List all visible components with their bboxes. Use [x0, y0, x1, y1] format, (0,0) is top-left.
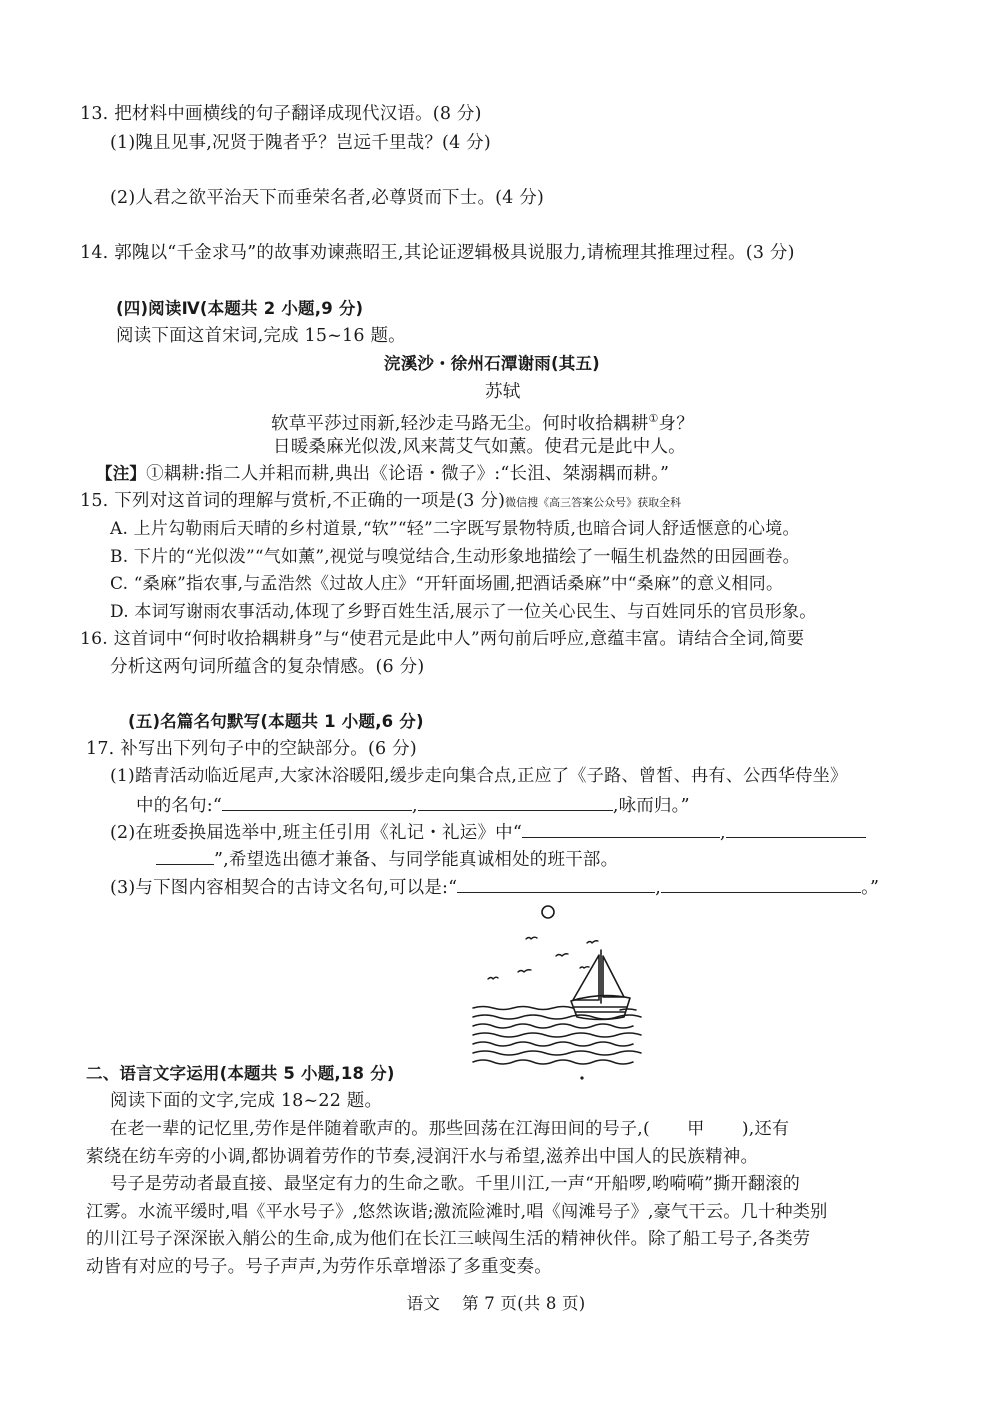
speck-dot — [580, 1076, 583, 1079]
option-b: B. 下片的“光似泼”“气如薰”,视觉与嗅觉结合,生动形象地描绘了一幅生机盎然的田园画卷。 — [110, 547, 800, 567]
sub-2-prefix: (2)在班委换届选举中,班主任引用《礼记・礼运》中“ — [110, 823, 522, 843]
sub-1-comma: , — [412, 796, 418, 816]
answer-blank-4-part-2[interactable] — [156, 846, 214, 865]
poem-author: 苏轼 — [485, 382, 521, 402]
question-15-stem — [80, 489, 681, 515]
poem-note — [96, 462, 669, 486]
footnote-marker: ① — [648, 412, 659, 425]
paragraph-2-line-3: 的川江号子深深嵌入艄公的生命,成为他们在长江三峡闯生活的精神伙伴。除了船工号子,各类劳 — [86, 1229, 811, 1249]
section-5-heading: (五)名篇名句默写(本题共 1 小题,6 分) — [128, 712, 424, 731]
paragraph-1-text-b: ),还有 — [741, 1119, 790, 1139]
answer-blank-4-part-1[interactable] — [726, 819, 866, 838]
poem-line-1 — [271, 407, 694, 436]
note-text: ①耦耕:指二人并耜而耕,典出《论语・微子》:“长沮、桀溺耦而耕。” — [146, 464, 670, 484]
blank-marker-jia: 甲 — [687, 1119, 705, 1139]
question-17-sub-2-line-1 — [110, 819, 866, 845]
note-label: 【注】 — [96, 464, 147, 483]
poem-line-2: 日暖桑麻光似泼,风来蒿艾气如薰。使君元是此中人。 — [273, 437, 686, 457]
section-4-intro: 阅读下面这首宋词,完成 15~16 题。 — [116, 326, 406, 346]
paragraph-2-line-1: 号子是劳动者最直接、最坚定有力的生命之歌。千里川江,一声“开船啰,哟嗬嗬”撕开翻滚的 — [110, 1174, 801, 1194]
part-2-heading: 二、语言文字运用(本题共 5 小题,18 分) — [86, 1064, 395, 1083]
sub-1-suffix: ,咏而归。” — [612, 796, 690, 816]
sub-3-prefix: (3)与下图内容相契合的古诗文名句,可以是:“ — [110, 878, 458, 898]
section-4-heading: (四)阅读Ⅳ(本题共 2 小题,9 分) — [116, 299, 364, 318]
birds-icon — [488, 937, 598, 979]
paragraph-2-line-4: 动皆有对应的号子。号子声声,为劳作乐章增添了多重变奏。 — [86, 1257, 552, 1277]
answer-blank-3[interactable] — [522, 819, 720, 838]
question-17-stem: 17. 补写出下列句子中的空缺部分。(6 分) — [86, 739, 417, 759]
option-c: C. “桑麻”指农事,与孟浩然《过故人庄》“开轩面场圃,把酒话桑麻”中“桑麻”的意义相同。 — [110, 574, 784, 594]
paragraph-1-line-1 — [110, 1117, 789, 1141]
part-2-intro: 阅读下面的文字,完成 18~22 题。 — [110, 1091, 383, 1111]
sailboat-sea-illustration — [460, 900, 650, 1080]
question-13-sub-1: (1)隗且见事,况贤于隗者乎？岂远千里哉？(4 分) — [110, 133, 491, 153]
sub-1-prefix: 中的名句:“ — [136, 796, 223, 816]
answer-blank-5[interactable] — [457, 874, 655, 893]
question-17-sub-2-line-2 — [156, 846, 618, 872]
sub-3-comma: , — [655, 878, 662, 898]
poem-line-1-text-b: 身？ — [658, 413, 694, 434]
paragraph-2-line-2: 江雾。水流平缓时,唱《平水号子》,悠然诙谐;激流险滩时,唱《闯滩号子》,豪气干云。几十种类别 — [86, 1202, 828, 1222]
question-15-text: 15. 下列对这首词的理解与赏析,不正确的一项是(3 分) — [80, 491, 506, 511]
sub-2-comma: , — [720, 823, 726, 843]
question-13-stem: 13. 把材料中画横线的句子翻译成现代汉语。(8 分) — [80, 104, 482, 124]
question-16-line-2: 分析这两句词所蕴含的复杂情感。(6 分) — [110, 657, 425, 677]
question-17-sub-1-line-2 — [136, 792, 690, 818]
answer-blank-1[interactable] — [222, 792, 412, 811]
question-13-sub-2: (2)人君之欲平治天下而垂荣名者,必尊贤而下士。(4 分) — [110, 188, 545, 208]
watermark-text: 微信搜《高三答案公众号》获取全科 — [505, 496, 682, 509]
answer-blank-6[interactable] — [661, 874, 861, 893]
question-17-sub-3 — [110, 874, 879, 900]
question-14-stem: 14. 郭隗以“千金求马”的故事劝谏燕昭王,其论证逻辑极具说服力,请梳理其推理过程。(3 分) — [80, 243, 795, 263]
answer-blank-2[interactable] — [418, 792, 613, 811]
paragraph-1-text-a: 在老一辈的记忆里,劳作是伴随着歌声的。那些回荡在江海田间的号子,( — [110, 1119, 650, 1139]
page-footer — [0, 1292, 992, 1316]
question-17-sub-1-line-1: (1)踏青活动临近尾声,大家沐浴暖阳,缓步走向集合点,正应了《子路、曾皙、冉有、公西华侍坐》 — [110, 766, 848, 786]
paragraph-1-line-2: 萦绕在纺车旁的小调,都协调着劳作的节奏,浸润汗水与希望,滋养出中国人的民族精神。 — [86, 1147, 759, 1167]
sub-3-suffix: 。” — [861, 878, 880, 898]
option-a: A. 上片勾勒雨后天晴的乡村道景,“软”“轻”二字既写景物特质,也暗合词人舒适惬意的心境。 — [110, 519, 800, 539]
sun-icon — [542, 906, 554, 918]
poem-line-1-text-a: 软草平莎过雨新,轻沙走马路无尘。何时收拾耦耕 — [271, 413, 649, 434]
poem-title: 浣溪沙・徐州石潭谢雨(其五) — [384, 354, 600, 373]
option-d: D. 本词写谢雨农事活动,体现了乡野百姓生活,展示了一位关心民生、与百姓同乐的官员形象。 — [110, 602, 817, 622]
sub-2-suffix: ”,希望选出德才兼备、与同学能真诚相处的班干部。 — [214, 850, 619, 870]
waves-icon — [473, 1007, 641, 1065]
footer-page-number: 第 7 页(共 8 页) — [462, 1294, 586, 1313]
question-16-line-1: 16. 这首词中“何时收拾耦耕身”与“使君元是此中人”两句前后呼应,意蕴丰富。请结合全词,简要 — [80, 629, 805, 649]
footer-subject: 语文 — [406, 1294, 441, 1313]
